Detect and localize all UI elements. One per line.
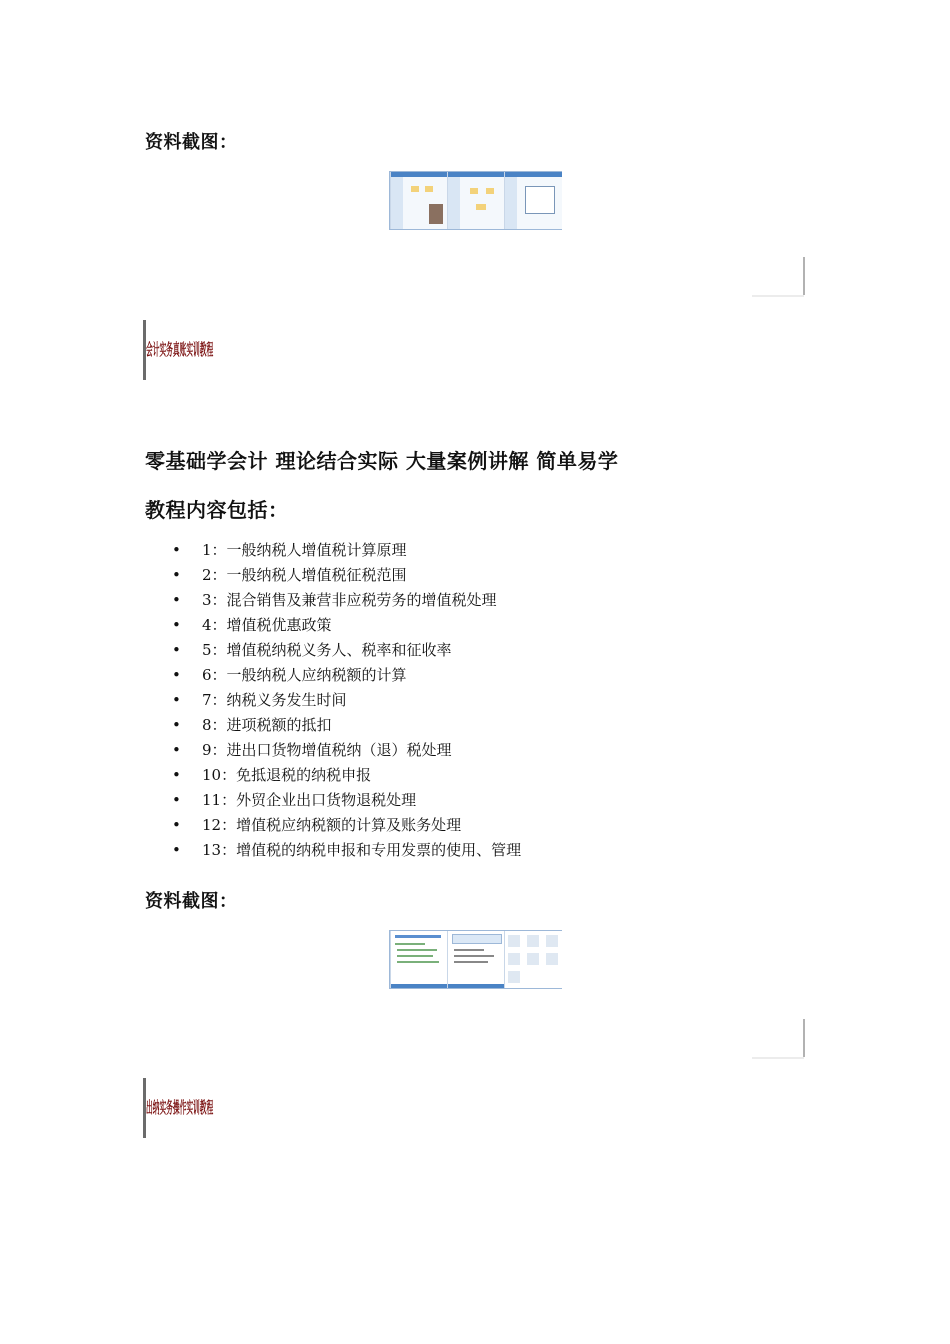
corner-mark-icon	[752, 1017, 808, 1059]
list-item: • 9：进出口货物增值税纳（退）税处理	[146, 738, 521, 763]
list-item: • 13：增值税的纳税申报和专用发票的使用、管理	[146, 838, 521, 863]
banner-1	[143, 320, 214, 380]
thumb-doc-1	[390, 931, 447, 988]
list-item: • 3：混合销售及兼营非应税劳务的增值税处理	[146, 588, 521, 613]
screenshot-label-2: 资料截图：	[145, 891, 238, 912]
list-item: • 6：一般纳税人应纳税额的计算	[146, 663, 521, 688]
thumb-doc-3	[504, 931, 562, 988]
contents-list	[146, 538, 521, 863]
contents-heading: 教程内容包括：	[145, 498, 289, 522]
thumb-doc-2	[447, 931, 504, 988]
list-item: • 12：增值税应纳税额的计算及账务处理	[146, 813, 521, 838]
banner-2-text: 出纳实务操作实训教程	[146, 1098, 214, 1117]
list-item: • 8：进项税额的抵扣	[146, 713, 521, 738]
list-item: • 4：增值税优惠政策	[146, 613, 521, 638]
list-item: • 5：增值税纳税义务人、税率和征收率	[146, 638, 521, 663]
list-item: • 1：一般纳税人增值税计算原理	[146, 538, 521, 563]
banner-2	[143, 1078, 214, 1138]
thumb-window-2	[447, 172, 504, 229]
corner-mark-icon	[752, 255, 808, 297]
thumb-window-1	[390, 172, 447, 229]
banner-1-text: 会计实务真账实训教程	[146, 340, 214, 359]
list-item: • 11：外贸企业出口货物退税处理	[146, 788, 521, 813]
list-item: • 10：免抵退税的纳税申报	[146, 763, 521, 788]
screenshot-thumbnail-1	[389, 171, 562, 230]
thumb-window-3	[504, 172, 562, 229]
screenshot-thumbnail-2	[389, 930, 562, 989]
tagline: 零基础学会计 理论结合实际 大量案例讲解 简单易学	[145, 449, 619, 473]
list-item: • 2：一般纳税人增值税征税范围	[146, 563, 521, 588]
list-item: • 7：纳税义务发生时间	[146, 688, 521, 713]
screenshot-label-1: 资料截图：	[145, 132, 238, 153]
